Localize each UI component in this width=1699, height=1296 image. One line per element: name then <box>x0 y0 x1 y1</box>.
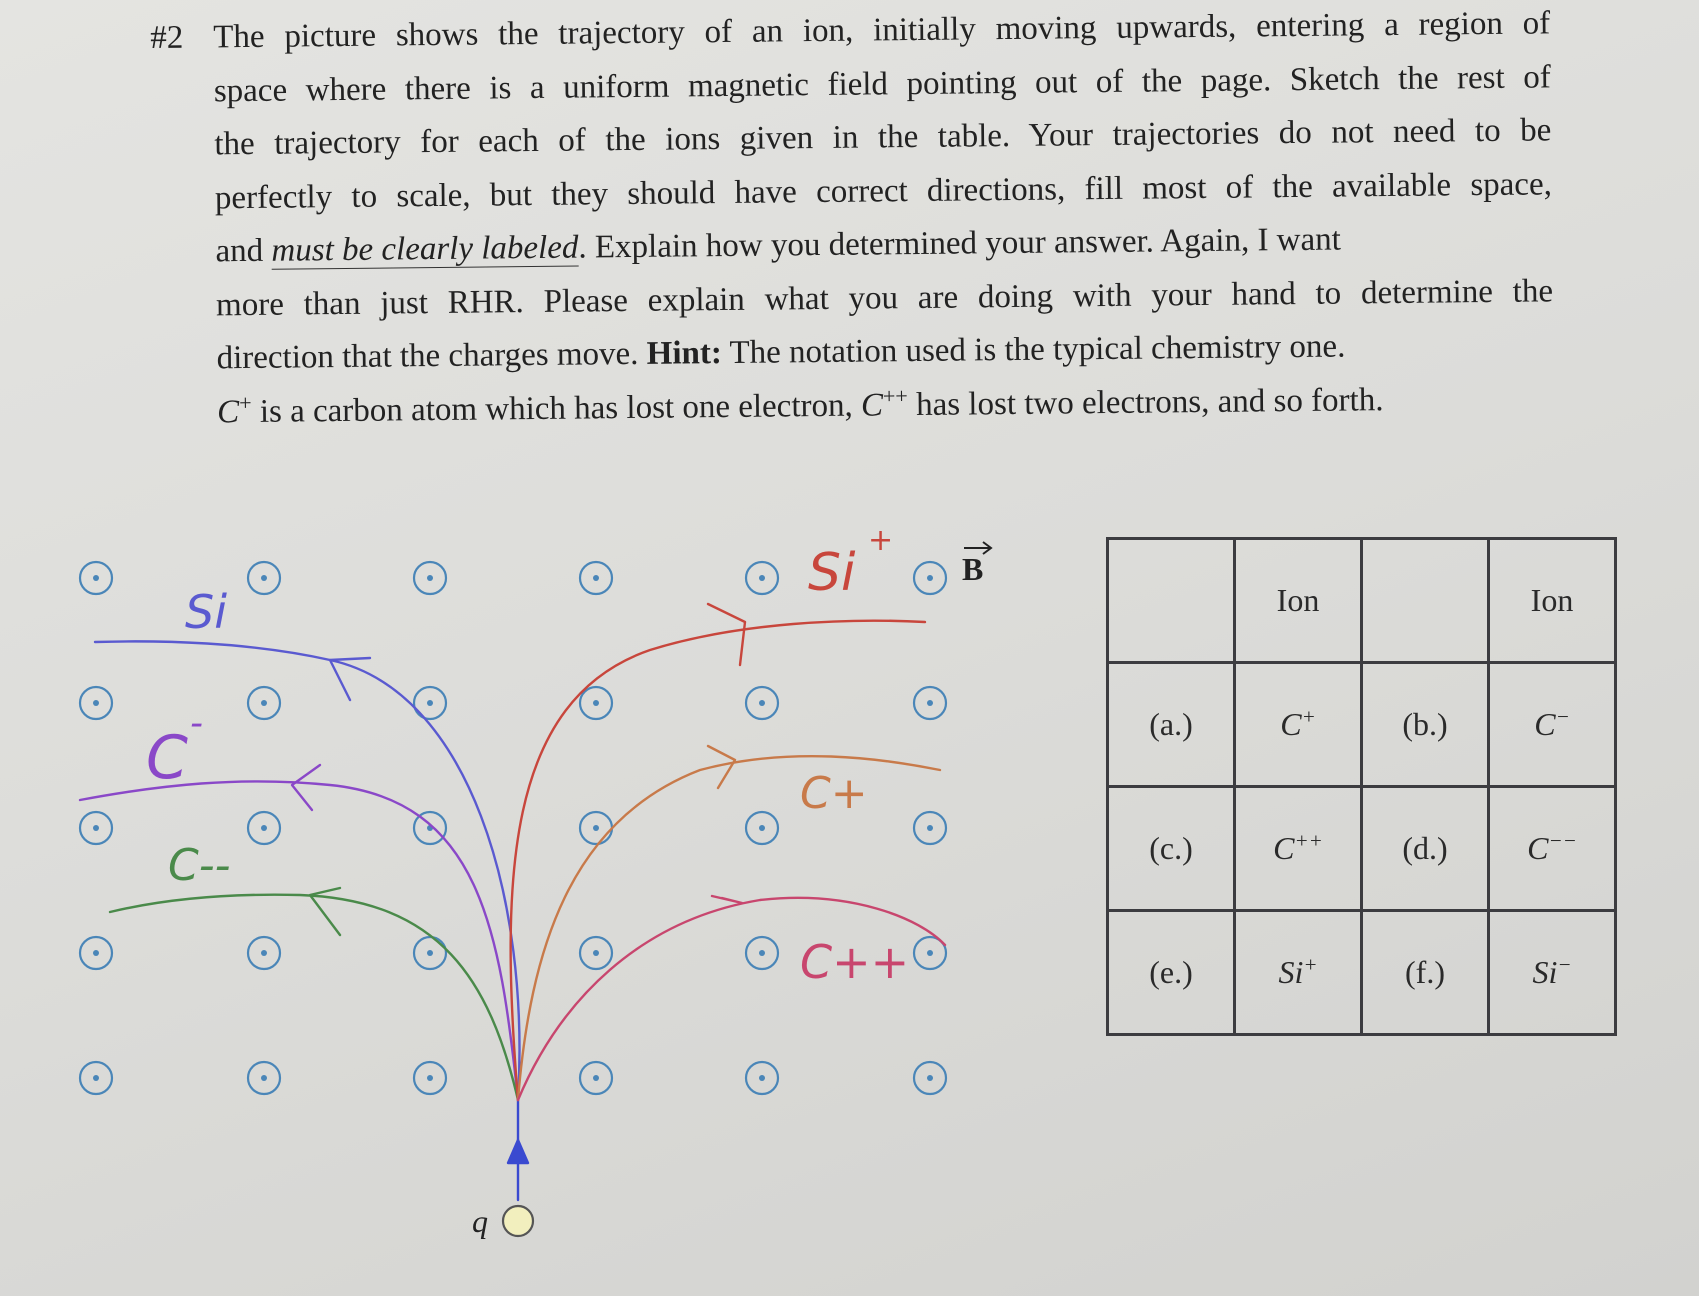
ion-cell <box>1489 663 1616 787</box>
ion-symbol: C <box>1280 706 1302 742</box>
field-center-dot <box>427 700 433 706</box>
field-center-dot <box>927 575 933 581</box>
hint-label: Hint: <box>646 335 723 372</box>
ion-table <box>1106 537 1617 1036</box>
field-center-dot <box>261 950 267 956</box>
ion-symbol: C <box>1273 830 1295 866</box>
ion-cell <box>1235 787 1362 911</box>
si-plus-sup-label: + <box>868 523 894 558</box>
field-center-dot <box>261 700 267 706</box>
field-label: B <box>962 551 984 587</box>
field-center-dot <box>593 950 599 956</box>
c-minus-label: C <box>146 723 188 793</box>
field-center-dot <box>759 575 765 581</box>
field-center-dot <box>593 1075 599 1081</box>
table-header-cell <box>1108 539 1235 663</box>
row-label: (b.) <box>1362 663 1489 787</box>
charge-label: q <box>472 1203 488 1239</box>
field-center-dot <box>759 950 765 956</box>
ion-symbol: C <box>1527 830 1549 866</box>
c-double-minus-arrowhead <box>310 888 340 935</box>
c-double-plus-label: C++ <box>800 935 910 989</box>
field-center-dot <box>759 700 765 706</box>
field-center-dot <box>927 825 933 831</box>
table-header-cell: Ion <box>1489 539 1616 663</box>
row-label: (a.) <box>1108 663 1235 787</box>
c-minus-sup-label: - <box>190 703 203 744</box>
table-header-row <box>1108 539 1616 663</box>
field-center-dot <box>93 1075 99 1081</box>
emphasis-underlined: must be clearly labeled <box>271 229 579 269</box>
table-header-cell: Ion <box>1235 539 1362 663</box>
ion-charge: + <box>1303 952 1318 977</box>
si-minus-arrowhead <box>330 658 370 700</box>
field-label-group <box>962 542 991 587</box>
ion-symbol: C <box>1534 706 1556 742</box>
field-center-dot <box>927 950 933 956</box>
ion-cell <box>1489 787 1616 911</box>
ion-charge: − <box>1557 952 1572 977</box>
c-double-plus-arrowhead <box>712 896 742 903</box>
ion-symbol: C <box>217 393 240 430</box>
c-double-minus-trajectory <box>110 895 518 1100</box>
field-center-dot <box>93 950 99 956</box>
ion-symbol: Si <box>1532 954 1558 990</box>
field-center-dot <box>93 700 99 706</box>
text-run: direction that the charges move. <box>216 335 647 377</box>
text-run: and <box>215 232 272 270</box>
field-center-dot <box>261 575 267 581</box>
ion-charge: + <box>238 389 252 415</box>
row-label: (d.) <box>1362 787 1489 911</box>
field-center-dot <box>927 1075 933 1081</box>
si-minus-trajectory <box>95 641 519 1100</box>
problem-number: #2 <box>150 19 184 56</box>
table-header-cell <box>1362 539 1489 663</box>
field-center-dot <box>427 575 433 581</box>
field-center-dot <box>593 700 599 706</box>
field-center-dot <box>759 1075 765 1081</box>
ion-charge: ++ <box>1294 828 1323 853</box>
si-plus-label: Si <box>808 543 856 603</box>
field-center-dot <box>93 825 99 831</box>
table-row <box>1108 787 1616 911</box>
field-center-dot <box>759 825 765 831</box>
field-center-dot <box>593 825 599 831</box>
ion-symbol: C <box>860 386 884 424</box>
ion-charge: − <box>1555 704 1570 729</box>
text-run: is a carbon atom which has lost one electron, <box>251 387 862 430</box>
text-run: . Explain how you determined your answer. Again, I want <box>578 221 1342 266</box>
problem-line: The picture shows the trajectory of an ion, initially moving upwards, entering a region of <box>213 5 1551 56</box>
field-center-dot <box>261 1075 267 1081</box>
problem-line: more than just RHR. Please explain what you are doing with your hand to determine the <box>215 272 1554 323</box>
field-center-dot <box>427 950 433 956</box>
c-plus-label: C+ <box>800 768 868 819</box>
si-plus-trajectory <box>511 621 925 1100</box>
field-center-dot <box>261 825 267 831</box>
field-center-dot <box>427 1075 433 1081</box>
table-row <box>1108 911 1616 1035</box>
text-run: The notation used is the typical chemistry one. <box>721 328 1346 372</box>
row-label: (c.) <box>1108 787 1235 911</box>
table-row <box>1108 663 1616 787</box>
charge-circle <box>503 1206 533 1236</box>
ion-cell <box>1235 663 1362 787</box>
row-label: (f.) <box>1362 911 1489 1035</box>
field-center-dot <box>93 575 99 581</box>
ion-charge: + <box>1301 704 1316 729</box>
field-center-dot <box>927 700 933 706</box>
c-minus-trajectory <box>80 781 518 1100</box>
problem-line: perfectly to scale, but they should have correct directions, fill most of the available space, <box>214 165 1553 216</box>
row-label: (e.) <box>1108 911 1235 1035</box>
ion-charge: −− <box>1548 828 1577 853</box>
text-run: has lost two electrons, and so forth. <box>907 381 1384 423</box>
problem-line: space where there is a uniform magnetic field pointing out of the page. Sketch the rest of <box>213 58 1551 109</box>
c-minus-arrowhead <box>292 765 320 810</box>
ion-symbol: Si <box>1278 954 1304 990</box>
field-center-dot <box>593 575 599 581</box>
ion-cell <box>1235 911 1362 1035</box>
ion-cell <box>1489 911 1616 1035</box>
si-minus-label: Si <box>185 585 227 639</box>
problem-line: the trajectory for each of the ions given in the table. Your trajectories do not need to be <box>214 112 1552 163</box>
c-double-minus-label: C-- <box>168 840 231 891</box>
incoming-arrowhead <box>508 1140 528 1163</box>
c-plus-trajectory <box>518 756 940 1100</box>
ion-charge: ++ <box>882 382 908 408</box>
